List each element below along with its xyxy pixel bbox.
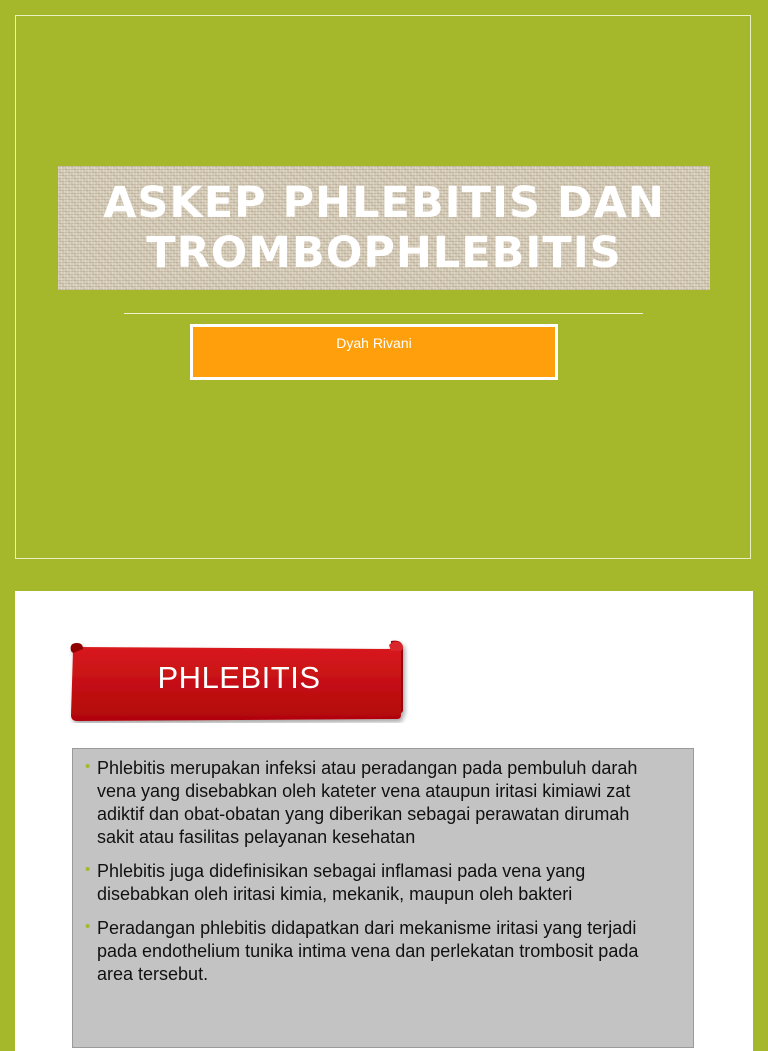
heading-banner xyxy=(69,639,409,723)
subtitle-box xyxy=(190,324,558,380)
title-band xyxy=(58,166,710,290)
bullet-icon: • xyxy=(85,758,91,775)
bullet-text: Phlebitis merupakan infeksi atau peradangan pada pembuluh darah vena yang disebabkan oleh kateter vena ataupun iritasi kimiawi zat adiktif dan obat-obatan yang diberikan sebagai perawatan dirumah sakit atau fasilitas pelayanan kesehatan xyxy=(97,758,638,847)
list-item xyxy=(85,757,665,849)
bullet-icon: • xyxy=(85,918,91,935)
section-heading: PHLEBITIS xyxy=(157,660,321,695)
slide-title-line2: TROMBOPHLEBITIS xyxy=(146,228,622,278)
bullet-icon: • xyxy=(85,861,91,878)
author-name: Dyah Rivani xyxy=(336,335,412,351)
slide-title-line1: ASKEP PHLEBITIS DAN xyxy=(103,178,665,228)
bullet-text: Phlebitis juga didefinisikan sebagai inflamasi pada vena yang disebabkan oleh iritasi kimia, mekanik, maupun oleh bakteri xyxy=(97,861,586,904)
list-item xyxy=(85,917,665,986)
list-item xyxy=(85,860,665,906)
bullet-text: Peradangan phlebitis didapatkan dari mekanisme iritasi yang terjadi pada endothelium tunika intima vena dan perlekatan trombosit pada area tersebut. xyxy=(97,918,639,984)
bullet-list xyxy=(73,749,693,986)
slide-title xyxy=(103,178,665,278)
content-slide xyxy=(15,591,753,1051)
content-box xyxy=(72,748,694,1048)
title-divider xyxy=(124,313,643,314)
